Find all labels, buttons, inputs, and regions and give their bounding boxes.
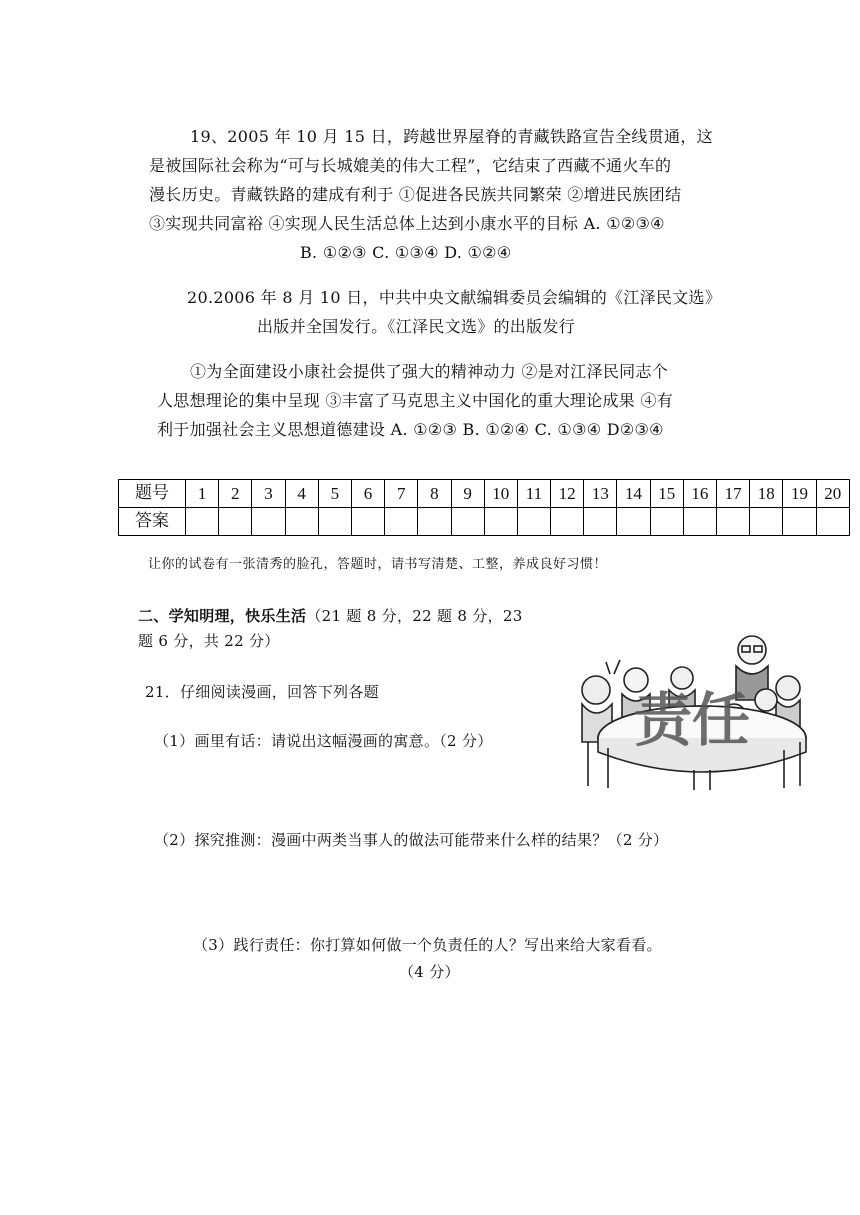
question-number-cell: 8: [418, 480, 451, 508]
question-number-cell: 18: [750, 480, 783, 508]
section2-title: 二、学知明理，快乐生活: [138, 607, 307, 625]
section2-detail: （21 题 8 分，22 题 8 分，23: [306, 607, 523, 625]
question-number-cell: 4: [285, 480, 318, 508]
question-number-cell: 7: [385, 480, 418, 508]
question-number-cell: 3: [252, 480, 285, 508]
question-number-cell: 2: [219, 480, 252, 508]
answer-cell[interactable]: [551, 508, 584, 536]
cartoon-image: [574, 630, 810, 792]
question-number-cell: 1: [186, 480, 219, 508]
answer-cell[interactable]: [351, 508, 384, 536]
question-number-cell: 6: [351, 480, 384, 508]
q21-sub1: （1）画里有话：请说出这幅漫画的寓意。（2 分）: [154, 732, 493, 750]
question-number-cell: 14: [617, 480, 650, 508]
answer-table-answer-row: [119, 508, 850, 536]
question-number-cell: 9: [451, 480, 484, 508]
answer-cell[interactable]: [186, 508, 219, 536]
answer-cell[interactable]: [717, 508, 750, 536]
row-label-answer: 答案: [119, 508, 186, 536]
q19-line-5: B. ①②③ C. ①③④ D. ①②④: [300, 243, 512, 262]
question-number-cell: 13: [584, 480, 617, 508]
question-number-cell: 17: [717, 480, 750, 508]
q20-line-2: 出版并全国发行。《江泽民文选》的出版发行: [257, 317, 576, 336]
answer-cell[interactable]: [318, 508, 351, 536]
answer-cell[interactable]: [683, 508, 716, 536]
answer-cell[interactable]: [783, 508, 816, 536]
q19-line-2: 是被国际社会称为“可与长城媲美的伟大工程”，它结束了西藏不通火车的: [149, 156, 672, 175]
q21-sub2: （2）探究推测：漫画中两类当事人的做法可能带来什么样的结果？（2 分）: [154, 831, 669, 849]
question-number-cell: 10: [484, 480, 517, 508]
reminder-note: 让你的试卷有一张清秀的脸孔，答题时，请书写清楚、工整，养成良好习惯！: [148, 557, 608, 572]
answer-cell[interactable]: [285, 508, 318, 536]
answer-cell[interactable]: [451, 508, 484, 536]
question-number-cell: 11: [517, 480, 550, 508]
row-label-question-number: 题号: [119, 480, 186, 508]
answer-table-number-row: [119, 480, 850, 508]
answer-cell[interactable]: [584, 508, 617, 536]
section2-detail-line-2: 题 6 分，共 22 分）: [138, 632, 280, 650]
answer-cell[interactable]: [385, 508, 418, 536]
question-number-cell: 15: [650, 480, 683, 508]
answer-cell[interactable]: [750, 508, 783, 536]
question-number-cell: 20: [816, 480, 849, 508]
question-number-cell: 5: [318, 480, 351, 508]
answer-cell[interactable]: [252, 508, 285, 536]
answer-cell[interactable]: [816, 508, 849, 536]
answer-cell[interactable]: [517, 508, 550, 536]
question-number-cell: 12: [551, 480, 584, 508]
answer-table: [118, 479, 850, 536]
q20-line-1: 20.2006 年 8 月 10 日，中共中央文献编辑委员会编辑的《江泽民文选》: [187, 288, 722, 307]
q19-line-3: 漫长历史。青藏铁路的建成有利于 ①促进各民族共同繁荣 ②增进民族团结: [149, 185, 682, 204]
answer-cell[interactable]: [219, 508, 252, 536]
question-number-cell: 16: [683, 480, 716, 508]
answer-cell[interactable]: [650, 508, 683, 536]
q20-option-line-1: ①为全面建设小康社会提供了强大的精神动力 ②是对江泽民同志个: [190, 362, 669, 381]
cartoon-caption: 责任: [634, 686, 751, 754]
question-number-cell: 19: [783, 480, 816, 508]
answer-cell[interactable]: [418, 508, 451, 536]
q19-line-4: ③实现共同富裕 ④实现人民生活总体上达到小康水平的目标 A. ①②③④: [149, 214, 665, 233]
q19-line-1: 19、2005 年 10 月 15 日，跨越世界屋脊的青藏铁路宣告全线贯通，这: [190, 127, 713, 146]
q20-option-line-2: 人思想理论的集中呈现 ③丰富了马克思主义中国化的重大理论成果 ④有: [157, 391, 674, 410]
q20-option-line-3: 利于加强社会主义思想道德建设 A. ①②③ B. ①②④ C. ①③④ D②③④: [157, 420, 664, 439]
answer-cell[interactable]: [617, 508, 650, 536]
q21-intro: 21．仔细阅读漫画，回答下列各题: [145, 683, 379, 701]
answer-cell[interactable]: [484, 508, 517, 536]
q21-sub3-line-1: （3）践行责任：你打算如何做一个负责任的人？写出来给大家看看。: [193, 936, 662, 954]
q21-sub3-line-2: （4 分）: [399, 963, 460, 981]
